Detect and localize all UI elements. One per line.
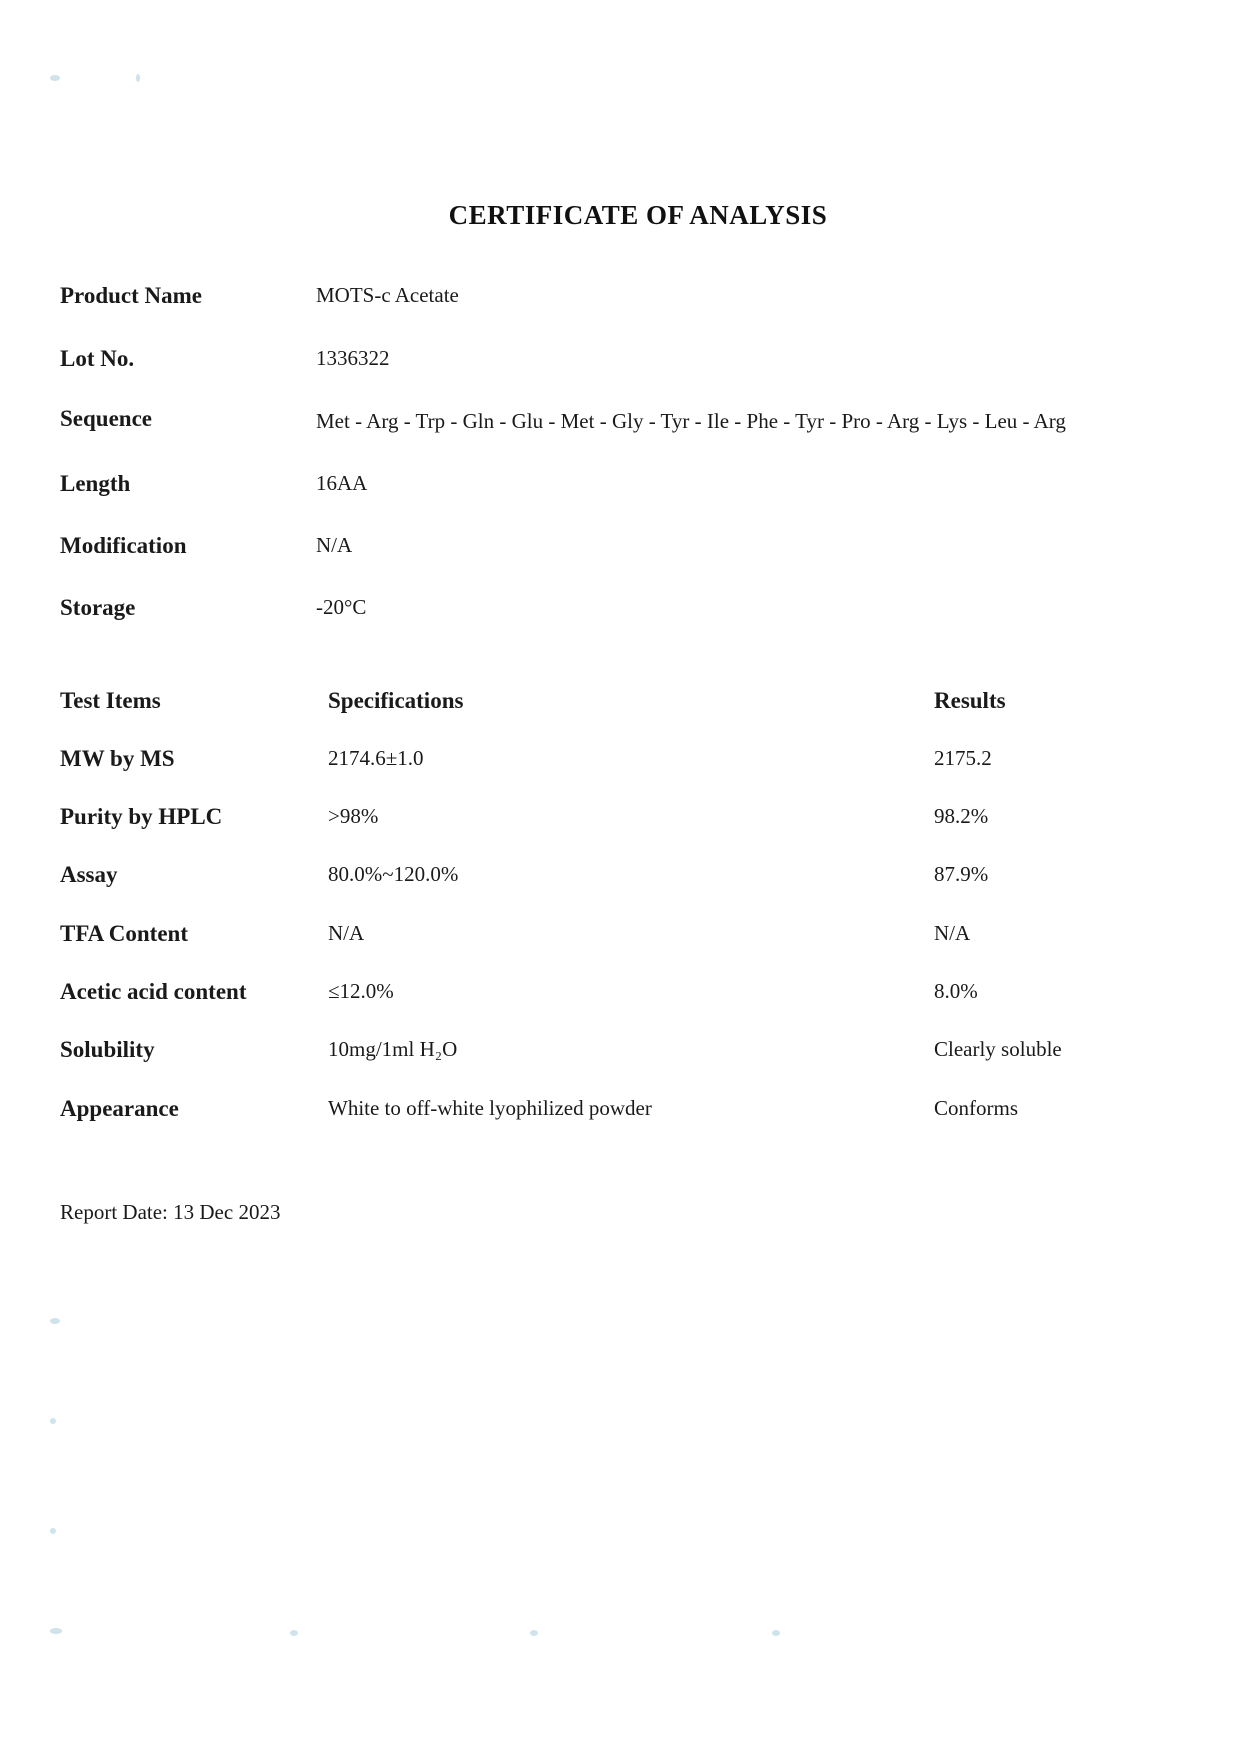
test-item: Appearance bbox=[60, 1096, 179, 1121]
test-result: Conforms bbox=[934, 1096, 1018, 1120]
header-test-items: Test Items bbox=[60, 688, 161, 713]
test-spec: 10mg/1ml H₂O bbox=[328, 1037, 458, 1061]
info-row-product-name bbox=[60, 283, 1190, 313]
header-specifications: Specifications bbox=[328, 688, 464, 713]
table-row bbox=[60, 862, 1190, 892]
info-value: 16AA bbox=[316, 471, 368, 495]
scan-speck bbox=[530, 1630, 538, 1636]
document-title: CERTIFICATE OF ANALYSIS bbox=[448, 200, 828, 230]
test-result: Clearly soluble bbox=[934, 1037, 1062, 1061]
test-spec: >98% bbox=[328, 804, 379, 828]
info-label: Lot No. bbox=[60, 346, 135, 371]
scan-speck bbox=[50, 1528, 56, 1534]
table-row bbox=[60, 1037, 1190, 1067]
test-item: Assay bbox=[60, 862, 118, 887]
test-item: TFA Content bbox=[60, 921, 188, 946]
info-label: Length bbox=[60, 471, 131, 496]
table-header-row bbox=[60, 688, 1190, 718]
scan-speck bbox=[50, 1418, 56, 1424]
scan-speck bbox=[772, 1630, 780, 1636]
info-value: Met - Arg - Trp - Gln - Glu - Met - Gly - Tyr - Ile - Phe - Tyr - Pro - Arg - Lys - Leu - Arg bbox=[316, 409, 1066, 433]
test-spec: 80.0%~120.0% bbox=[328, 862, 459, 886]
test-item: Solubility bbox=[60, 1037, 155, 1062]
table-row bbox=[60, 921, 1190, 951]
table-row bbox=[60, 746, 1190, 776]
info-value: -20°C bbox=[316, 595, 367, 619]
table-row bbox=[60, 979, 1190, 1009]
scan-speck bbox=[136, 74, 140, 82]
info-value: N/A bbox=[316, 533, 353, 557]
info-value: 1336322 bbox=[316, 346, 390, 370]
info-row-sequence bbox=[60, 406, 1190, 436]
report-date: Report Date: 13 Dec 2023 bbox=[60, 1200, 281, 1224]
scan-speck bbox=[50, 75, 60, 81]
info-label: Modification bbox=[60, 533, 187, 558]
info-row-storage bbox=[60, 595, 1190, 625]
test-spec: White to off-white lyophilized powder bbox=[328, 1096, 652, 1120]
test-item: Purity by HPLC bbox=[60, 804, 223, 829]
test-spec: N/A bbox=[328, 921, 365, 945]
test-result: 2175.2 bbox=[934, 746, 992, 770]
info-label: Sequence bbox=[60, 406, 152, 431]
info-row-modification bbox=[60, 533, 1190, 563]
test-item: Acetic acid content bbox=[60, 979, 247, 1004]
test-result: 8.0% bbox=[934, 979, 978, 1003]
info-row-lot-no bbox=[60, 346, 1190, 376]
table-row bbox=[60, 1096, 1190, 1126]
test-spec: 2174.6±1.0 bbox=[328, 746, 424, 770]
scan-speck bbox=[50, 1628, 62, 1634]
test-result: 87.9% bbox=[934, 862, 989, 886]
header-results: Results bbox=[934, 688, 1006, 713]
test-result: 98.2% bbox=[934, 804, 989, 828]
table-row bbox=[60, 804, 1190, 834]
test-item: MW by MS bbox=[60, 746, 175, 771]
info-value: MOTS-c Acetate bbox=[316, 283, 459, 307]
info-row-length bbox=[60, 471, 1190, 501]
test-result: N/A bbox=[934, 921, 971, 945]
test-spec: ≤12.0% bbox=[328, 979, 394, 1003]
scan-speck bbox=[50, 1318, 60, 1324]
scan-speck bbox=[290, 1630, 298, 1636]
info-label: Product Name bbox=[60, 283, 203, 308]
info-label: Storage bbox=[60, 595, 136, 620]
